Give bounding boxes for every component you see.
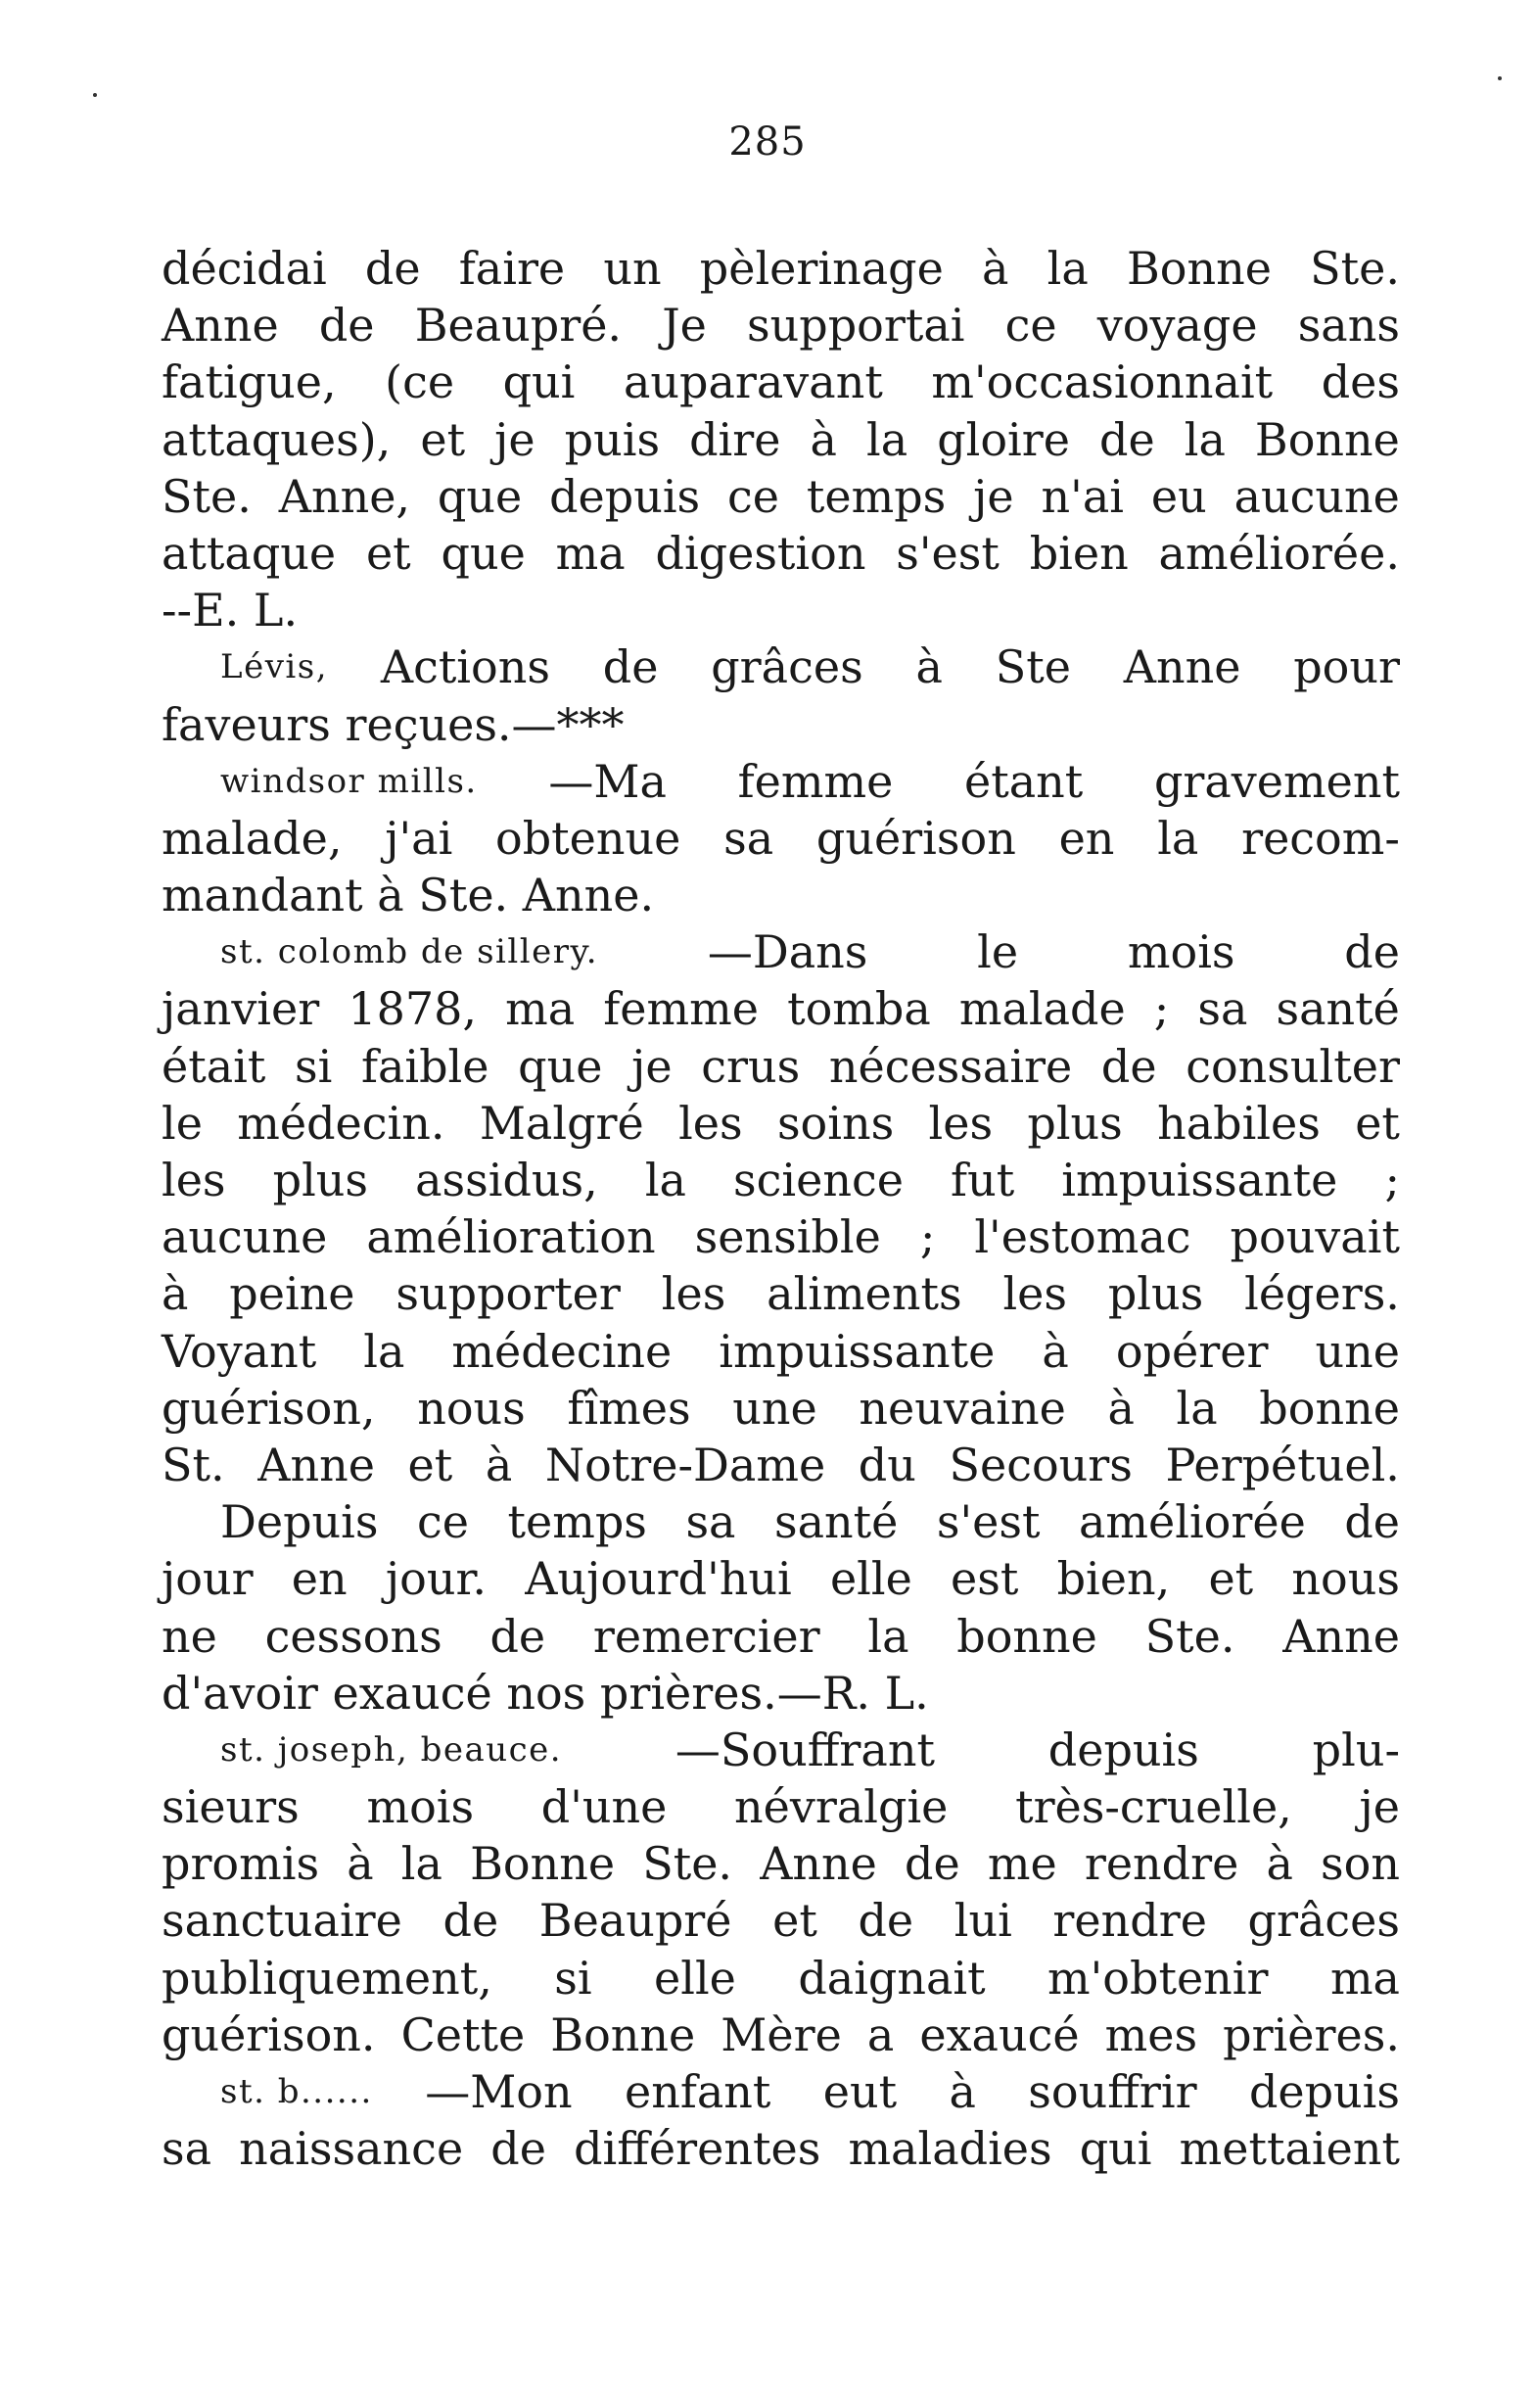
- word: prières.: [1223, 2007, 1400, 2061]
- word: bonne: [1259, 1381, 1400, 1435]
- word: (ce: [385, 355, 455, 409]
- word: attaques),: [162, 412, 392, 466]
- word: la: [400, 1837, 442, 1891]
- word: ce: [1004, 299, 1057, 353]
- word: la: [1157, 811, 1199, 865]
- word: souffrir: [1028, 2065, 1197, 2118]
- word: des: [1321, 355, 1400, 409]
- text-line: [162, 1152, 1400, 1208]
- word: remercier: [592, 1609, 820, 1663]
- word: de: [1344, 925, 1400, 979]
- text-line: [162, 525, 1400, 582]
- word: mettaient: [1179, 2122, 1400, 2176]
- word: exaucé: [919, 2007, 1080, 2061]
- word: Perpétuel.: [1165, 1438, 1400, 1491]
- word: et: [407, 1438, 453, 1491]
- word: opérer: [1115, 1324, 1269, 1378]
- word: qui: [1079, 2122, 1152, 2176]
- text-line: [162, 1437, 1400, 1493]
- word: de: [1099, 412, 1155, 466]
- word: je: [631, 1039, 673, 1093]
- text-line: [162, 696, 1400, 753]
- word: de: [1344, 1495, 1400, 1549]
- word: m'occasionnait: [931, 355, 1274, 409]
- word: depuis: [1047, 1723, 1199, 1776]
- print-speck: [1498, 76, 1502, 80]
- word: une: [732, 1381, 817, 1435]
- word: enfant: [624, 2065, 771, 2118]
- word: pour: [1293, 640, 1400, 694]
- word: sa: [685, 1495, 736, 1549]
- line-text: --E. L.: [162, 584, 299, 637]
- word: Mère: [721, 2007, 842, 2061]
- word: Ste: [995, 640, 1071, 694]
- word: aliments: [767, 1267, 962, 1321]
- word: médecin.: [237, 1096, 445, 1150]
- text-line: [162, 468, 1400, 525]
- place-name: windsor mills.: [220, 761, 478, 801]
- word: plus: [1107, 1267, 1204, 1321]
- word: impuissante: [719, 1324, 996, 1378]
- word: était: [162, 1039, 266, 1093]
- word: temps: [806, 469, 947, 523]
- word: ne: [162, 1609, 217, 1663]
- text-line: [162, 1208, 1400, 1265]
- word: a: [866, 2007, 895, 2061]
- word: son: [1321, 1837, 1400, 1891]
- word: le: [977, 925, 1019, 979]
- word: la: [644, 1154, 686, 1206]
- text-line: [162, 1323, 1400, 1380]
- word: Anne: [760, 1837, 877, 1891]
- word: Anne,: [278, 469, 411, 523]
- word: femme: [603, 982, 759, 1036]
- word: eut: [822, 2065, 898, 2118]
- line-text: faveurs reçues.—***: [162, 697, 625, 751]
- word: Ste.: [162, 469, 252, 523]
- word: si: [554, 1951, 592, 2005]
- word: jour.: [385, 1552, 488, 1606]
- word: à: [162, 1267, 189, 1321]
- word: nous: [1291, 1552, 1400, 1606]
- text-line: [162, 1722, 1400, 1778]
- word: Anne: [1282, 1609, 1400, 1663]
- word: malade: [958, 982, 1126, 1036]
- text-line: [162, 1038, 1400, 1095]
- word: Notre-Dame: [544, 1438, 826, 1491]
- word: la: [1184, 412, 1226, 466]
- word: femme: [737, 754, 894, 808]
- word: pèlerinage: [699, 242, 944, 295]
- word: Depuis: [220, 1495, 379, 1549]
- word: à: [915, 640, 943, 694]
- word: sanctuaire: [162, 1894, 402, 1948]
- word: Ste.: [1310, 242, 1400, 295]
- word: fîmes: [567, 1381, 691, 1435]
- word: gravement: [1153, 754, 1400, 808]
- place-name: st. b......: [220, 2072, 373, 2111]
- word: Actions: [380, 640, 550, 694]
- word: différentes: [574, 2122, 821, 2176]
- word: de: [490, 2122, 546, 2176]
- word: —Mon: [425, 2065, 573, 2118]
- word: faire: [458, 242, 566, 295]
- word: un: [603, 242, 662, 295]
- word: de: [364, 242, 421, 295]
- word: et: [365, 526, 411, 580]
- word: améliorée: [1078, 1495, 1306, 1549]
- word: bien: [1029, 526, 1129, 580]
- word: ;: [919, 1210, 936, 1264]
- word: le: [162, 1096, 203, 1150]
- word: d'une: [540, 1780, 668, 1834]
- place-name: Lévis,: [220, 647, 329, 687]
- print-speck: [93, 93, 97, 97]
- word: attaque: [162, 526, 337, 580]
- word: supporter: [395, 1267, 621, 1321]
- word: assidus,: [415, 1154, 598, 1206]
- word: mois: [1127, 925, 1235, 979]
- word: je: [1359, 1780, 1400, 1834]
- word: St.: [162, 1438, 225, 1491]
- word: et: [420, 412, 466, 466]
- word: fatigue,: [162, 355, 337, 409]
- word: supportai: [747, 299, 965, 353]
- word: jour: [162, 1552, 254, 1606]
- word: peine: [229, 1267, 355, 1321]
- word: depuis: [549, 469, 701, 523]
- word: médecine: [451, 1324, 673, 1378]
- text-line: [162, 411, 1400, 468]
- word: plus: [272, 1154, 369, 1206]
- word: Bonne: [1254, 412, 1400, 466]
- word: n'ai: [1041, 469, 1124, 523]
- body-text: [162, 240, 1400, 2177]
- word: décidai: [162, 242, 327, 295]
- word: une: [1315, 1324, 1400, 1378]
- word: à: [1107, 1381, 1135, 1435]
- word: s'est: [896, 526, 1000, 580]
- word: les: [1002, 1267, 1067, 1321]
- word: ;: [1153, 982, 1170, 1036]
- word: rendre: [1084, 1837, 1239, 1891]
- word: et: [1208, 1552, 1254, 1606]
- word: Cette: [400, 2007, 526, 2061]
- word: sa: [723, 811, 774, 865]
- word: Secours: [949, 1438, 1133, 1491]
- word: janvier: [162, 982, 320, 1036]
- word: Bonne: [1126, 242, 1272, 295]
- text-line: [162, 354, 1400, 410]
- word: la: [867, 1609, 909, 1663]
- word: Anne: [1123, 640, 1241, 694]
- text-line: [162, 1380, 1400, 1437]
- word: bien,: [1056, 1552, 1171, 1606]
- word: guérison,: [162, 1381, 376, 1435]
- word: je: [973, 469, 1014, 523]
- word: Voyant: [162, 1324, 317, 1378]
- word: légers.: [1244, 1267, 1400, 1321]
- word: maladies: [848, 2122, 1052, 2176]
- word: 1878,: [348, 982, 478, 1036]
- word: obtenue: [495, 811, 681, 865]
- word: santé: [1276, 982, 1400, 1036]
- text-line: [162, 1493, 1400, 1550]
- word: la: [1047, 242, 1089, 295]
- word: crus: [701, 1039, 801, 1093]
- text-line: [162, 2063, 1400, 2120]
- word: mois: [366, 1780, 475, 1834]
- word: fut: [951, 1154, 1015, 1206]
- word: auparavant: [623, 355, 883, 409]
- word: Bonne: [470, 1837, 616, 1891]
- word: et: [772, 1894, 817, 1948]
- word: m'obtenir: [1047, 1951, 1269, 2005]
- word: en: [291, 1552, 348, 1606]
- word: malade,: [162, 811, 343, 865]
- word: j'ai: [385, 811, 453, 865]
- word: sa: [1197, 982, 1248, 1036]
- text-line: [162, 297, 1400, 354]
- text-line: [162, 867, 1400, 923]
- word: faible: [360, 1039, 489, 1093]
- word: améliorée.: [1158, 526, 1400, 580]
- word: je: [494, 412, 535, 466]
- word: elle: [654, 1951, 736, 2005]
- word: les: [661, 1267, 726, 1321]
- word: si: [294, 1039, 333, 1093]
- word: grâces: [711, 640, 863, 694]
- text-line: [162, 810, 1400, 867]
- word: névralgie: [734, 1780, 949, 1834]
- word: est: [951, 1552, 1019, 1606]
- text-line: [162, 1950, 1400, 2007]
- word: —Dans: [707, 925, 868, 979]
- word: l'estomac: [974, 1210, 1191, 1264]
- word: de: [858, 1894, 914, 1948]
- text-line: [162, 240, 1400, 297]
- word: sans: [1297, 299, 1400, 353]
- place-name: st. colomb de sillery.: [220, 932, 599, 972]
- text-line: [162, 2007, 1400, 2063]
- word: Anne: [257, 1438, 375, 1491]
- word: que: [441, 526, 526, 580]
- word: Anne: [162, 299, 279, 353]
- word: elle: [829, 1552, 912, 1606]
- word: plu-: [1312, 1723, 1400, 1776]
- word: soins: [776, 1096, 895, 1150]
- word: publiquement,: [162, 1951, 492, 2005]
- word: mes: [1104, 2007, 1198, 2061]
- word: très-cruelle,: [1015, 1780, 1292, 1834]
- word: gloire: [937, 412, 1070, 466]
- text-line: [162, 1608, 1400, 1665]
- word: que: [518, 1039, 603, 1093]
- word: impuissante: [1061, 1154, 1338, 1206]
- word: cessons: [264, 1609, 442, 1663]
- word: la: [866, 412, 908, 466]
- word: —Ma: [548, 754, 667, 808]
- word: lui: [954, 1894, 1012, 1948]
- text-line: [162, 1550, 1400, 1607]
- word: de: [318, 299, 375, 353]
- word: la: [1176, 1381, 1218, 1435]
- word: recom-: [1241, 811, 1400, 865]
- word: à: [982, 242, 1009, 295]
- text-line: [162, 1892, 1400, 1949]
- word: les: [162, 1154, 226, 1206]
- word: naissance: [239, 2122, 464, 2176]
- word: guérison.: [162, 2007, 376, 2061]
- word: à: [949, 2065, 976, 2118]
- word: neuvaine: [859, 1381, 1066, 1435]
- word: à: [347, 1837, 374, 1891]
- text-line: [162, 2120, 1400, 2177]
- word: —Souffrant: [674, 1723, 935, 1776]
- word: de: [1100, 1039, 1157, 1093]
- word: me: [987, 1837, 1057, 1891]
- word: et: [1355, 1096, 1400, 1150]
- line-text: mandant à Ste. Anne.: [162, 869, 655, 922]
- word: de: [489, 1609, 546, 1663]
- word: à: [1266, 1837, 1293, 1891]
- word: à: [810, 412, 837, 466]
- word: daignait: [798, 1951, 986, 2005]
- word: consulter: [1186, 1039, 1400, 1093]
- word: du: [858, 1438, 916, 1491]
- word: Beaupré: [538, 1894, 732, 1948]
- word: eu: [1150, 469, 1207, 523]
- word: tomba: [787, 982, 931, 1036]
- text-line: [162, 980, 1400, 1037]
- word: Je: [662, 299, 707, 353]
- word: guérison: [815, 811, 1016, 865]
- word: Malgré: [479, 1096, 644, 1150]
- word: santé: [773, 1495, 899, 1549]
- word: nous: [417, 1381, 526, 1435]
- word: pouvait: [1230, 1210, 1400, 1264]
- word: les: [678, 1096, 743, 1150]
- word: en: [1058, 811, 1115, 865]
- word: ce: [417, 1495, 470, 1549]
- word: depuis: [1248, 2065, 1400, 2118]
- word: de: [442, 1894, 499, 1948]
- word: science: [733, 1154, 904, 1206]
- text-line: [162, 923, 1400, 980]
- text-line: [162, 638, 1400, 695]
- word: à: [1042, 1324, 1069, 1378]
- word: sa: [162, 2122, 212, 2176]
- word: aucune: [1233, 469, 1400, 523]
- word: promis: [162, 1837, 320, 1891]
- word: amélioration: [366, 1210, 656, 1264]
- word: sensible: [694, 1210, 881, 1264]
- word: aucune: [162, 1210, 328, 1264]
- word: temps: [507, 1495, 647, 1549]
- line-text: d'avoir exaucé nos prières.—R. L.: [162, 1666, 929, 1720]
- word: digestion: [655, 526, 866, 580]
- word: plus: [1027, 1096, 1123, 1150]
- word: Bonne: [550, 2007, 696, 2061]
- text-line: [162, 1265, 1400, 1322]
- word: que: [437, 469, 523, 523]
- word: les: [928, 1096, 994, 1150]
- text-line: [162, 582, 1400, 638]
- word: Ste.: [642, 1837, 733, 1891]
- text-line: [162, 1095, 1400, 1152]
- word: Beaupré.: [414, 299, 623, 353]
- word: étant: [964, 754, 1084, 808]
- word: ma: [555, 526, 626, 580]
- word: qui: [502, 355, 576, 409]
- text-line: [162, 1665, 1400, 1722]
- word: sieurs: [162, 1780, 300, 1834]
- place-name: st. joseph, beauce.: [220, 1729, 563, 1770]
- text-line: [162, 1835, 1400, 1892]
- word: nécessaire: [828, 1039, 1073, 1093]
- word: ;: [1384, 1154, 1400, 1206]
- word: ce: [727, 469, 780, 523]
- word: s'est: [936, 1495, 1041, 1549]
- text-line: [162, 753, 1400, 810]
- word: Ste.: [1144, 1609, 1235, 1663]
- word: puis: [564, 412, 661, 466]
- word: voyage: [1096, 299, 1258, 353]
- word: à: [485, 1438, 513, 1491]
- word: rendre: [1052, 1894, 1207, 1948]
- word: grâces: [1247, 1894, 1400, 1948]
- word: habiles: [1157, 1096, 1321, 1150]
- page-number: 285: [728, 119, 807, 165]
- word: Aujourd'hui: [525, 1552, 792, 1606]
- word: bonne: [956, 1609, 1097, 1663]
- word: de: [602, 640, 659, 694]
- word: de: [905, 1837, 960, 1891]
- word: la: [363, 1324, 405, 1378]
- word: ma: [505, 982, 576, 1036]
- word: ma: [1329, 1951, 1400, 2005]
- word: dire: [689, 412, 781, 466]
- text-line: [162, 1778, 1400, 1835]
